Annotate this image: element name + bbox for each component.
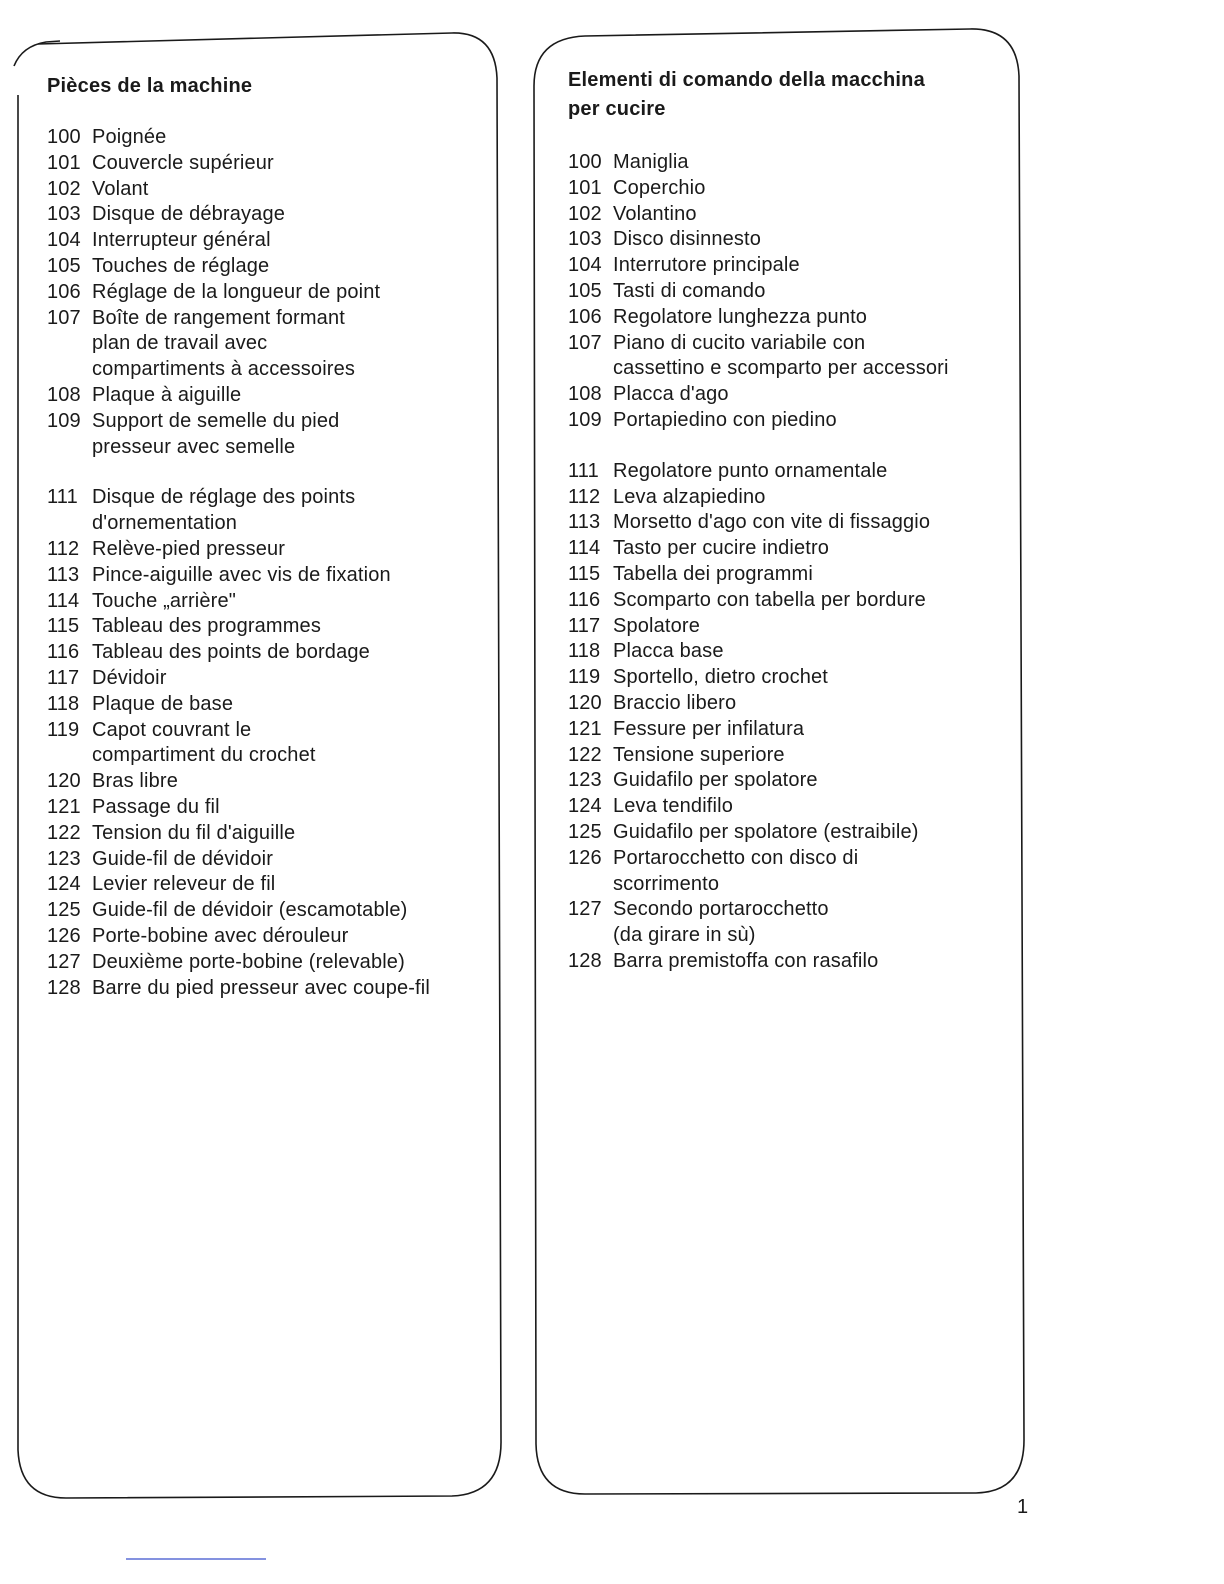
item-text bbox=[613, 691, 1008, 717]
item-number: 104 bbox=[47, 229, 81, 252]
item-text bbox=[92, 228, 487, 254]
french-title: Pièces de la machine bbox=[47, 75, 253, 97]
item-text bbox=[613, 743, 1008, 769]
item-text bbox=[613, 820, 1008, 846]
item-number: 101 bbox=[568, 176, 602, 199]
item-number: 103 bbox=[568, 228, 602, 251]
list-item bbox=[47, 872, 487, 898]
item-text bbox=[92, 614, 487, 640]
item-text bbox=[613, 202, 1008, 228]
item-text bbox=[613, 485, 1008, 511]
list-item bbox=[47, 589, 487, 615]
item-number: 124 bbox=[47, 873, 81, 896]
item-text-line: (da girare in sù) bbox=[613, 924, 756, 947]
list-item bbox=[568, 459, 1008, 485]
list-item bbox=[568, 305, 1008, 331]
item-number: 112 bbox=[47, 537, 80, 560]
list-item bbox=[47, 718, 487, 770]
item-text-line: Leva tendifilo bbox=[613, 795, 733, 818]
list-item bbox=[47, 847, 487, 873]
item-number: 128 bbox=[47, 976, 81, 999]
item-text bbox=[92, 692, 487, 718]
item-text bbox=[613, 588, 1008, 614]
list-item bbox=[568, 202, 1008, 228]
item-number: 128 bbox=[568, 949, 602, 972]
item-text bbox=[92, 666, 487, 692]
item-number: 127 bbox=[568, 898, 602, 921]
item-text-line: Piano di cucito variabile con bbox=[613, 331, 866, 354]
item-text-line: Deuxième porte-bobine (relevable) bbox=[92, 950, 405, 973]
item-text-line: Placca d'ago bbox=[613, 383, 729, 406]
list-item bbox=[47, 666, 487, 692]
item-text-line: Porte-bobine avec dérouleur bbox=[92, 924, 349, 947]
list-item bbox=[568, 794, 1008, 820]
item-text bbox=[92, 589, 487, 615]
left-panel-top-curve bbox=[14, 41, 60, 66]
item-text-line: Pince-aiguille avec vis de fixation bbox=[92, 563, 391, 586]
item-text-line: Secondo portarocchetto bbox=[613, 898, 829, 921]
item-number: 107 bbox=[568, 331, 602, 354]
item-text bbox=[613, 382, 1008, 408]
item-text-line: Capot couvrant le bbox=[92, 718, 252, 741]
item-text bbox=[613, 253, 1008, 279]
item-number: 116 bbox=[47, 641, 80, 664]
item-text bbox=[92, 177, 487, 203]
item-number: 111 bbox=[568, 459, 599, 482]
italian-items bbox=[568, 150, 1008, 975]
list-item bbox=[568, 536, 1008, 562]
french-parts-list bbox=[47, 72, 487, 1001]
list-item bbox=[47, 177, 487, 203]
list-item bbox=[47, 640, 487, 666]
list-item bbox=[47, 228, 487, 254]
list-item bbox=[568, 639, 1008, 665]
italian-title-line-2: per cucire bbox=[568, 98, 666, 120]
list-item bbox=[568, 665, 1008, 691]
item-text bbox=[613, 459, 1008, 485]
item-number: 109 bbox=[568, 408, 602, 431]
list-item bbox=[47, 614, 487, 640]
item-text bbox=[613, 227, 1008, 253]
list-item bbox=[568, 227, 1008, 253]
italian-parts-list bbox=[568, 66, 1008, 975]
list-item bbox=[568, 253, 1008, 279]
item-text bbox=[92, 306, 487, 383]
item-number: 109 bbox=[47, 409, 81, 432]
item-number: 101 bbox=[47, 151, 81, 174]
item-text bbox=[613, 614, 1008, 640]
item-number: 118 bbox=[47, 692, 80, 715]
item-text-line: Interrutore principale bbox=[613, 254, 800, 277]
item-number: 114 bbox=[568, 537, 601, 560]
item-text-line: Tension du fil d'aiguille bbox=[92, 821, 296, 844]
item-text-line: compartiments à accessoires bbox=[92, 358, 356, 381]
item-text bbox=[92, 795, 487, 821]
item-text-line: Guidafilo per spolatore (estraibile) bbox=[613, 820, 919, 843]
list-item bbox=[47, 125, 487, 151]
item-text-line: plan de travail avec bbox=[92, 332, 268, 355]
list-item bbox=[568, 176, 1008, 202]
item-number: 122 bbox=[568, 743, 602, 766]
list-item bbox=[568, 150, 1008, 176]
item-text-line: Levier releveur de fil bbox=[92, 873, 276, 896]
item-text-line: Regolatore punto ornamentale bbox=[613, 459, 888, 482]
item-text bbox=[613, 794, 1008, 820]
item-text bbox=[92, 821, 487, 847]
list-item bbox=[47, 976, 487, 1002]
item-number: 124 bbox=[568, 795, 602, 818]
list-item bbox=[568, 846, 1008, 898]
item-text-line: Disque de réglage des points bbox=[92, 486, 356, 509]
item-number: 117 bbox=[568, 614, 601, 637]
item-text-line: Dévidoir bbox=[92, 666, 167, 689]
item-text-line: Tableau des points de bordage bbox=[92, 641, 370, 664]
list-item bbox=[568, 279, 1008, 305]
list-item bbox=[47, 280, 487, 306]
item-number: 116 bbox=[568, 588, 601, 611]
list-item bbox=[568, 743, 1008, 769]
item-text bbox=[92, 383, 487, 409]
item-text bbox=[613, 665, 1008, 691]
item-number: 123 bbox=[47, 847, 81, 870]
list-item bbox=[47, 383, 487, 409]
item-number: 126 bbox=[568, 846, 602, 869]
item-number: 112 bbox=[568, 485, 601, 508]
item-text bbox=[92, 125, 487, 151]
item-text bbox=[92, 409, 487, 461]
list-item bbox=[568, 408, 1008, 434]
item-text bbox=[92, 847, 487, 873]
item-number: 102 bbox=[568, 202, 602, 225]
list-item bbox=[47, 537, 487, 563]
item-text-line: Portarocchetto con disco di bbox=[613, 846, 859, 869]
list-item bbox=[47, 563, 487, 589]
item-text-line: Couvercle supérieur bbox=[92, 151, 274, 174]
item-number: 106 bbox=[47, 280, 81, 303]
list-item bbox=[568, 562, 1008, 588]
item-text bbox=[613, 562, 1008, 588]
list-item bbox=[568, 949, 1008, 975]
item-number: 107 bbox=[47, 306, 81, 329]
item-number: 114 bbox=[47, 589, 80, 612]
item-number: 121 bbox=[568, 717, 602, 740]
list-item bbox=[47, 898, 487, 924]
item-number: 117 bbox=[47, 666, 80, 689]
list-item bbox=[568, 717, 1008, 743]
item-text-line: Guide-fil de dévidoir (escamotable) bbox=[92, 899, 408, 922]
item-text bbox=[613, 536, 1008, 562]
item-number: 105 bbox=[568, 279, 602, 302]
list-item bbox=[568, 614, 1008, 640]
list-item bbox=[47, 795, 487, 821]
item-text bbox=[613, 768, 1008, 794]
item-text-line: Passage du fil bbox=[92, 795, 220, 818]
item-text bbox=[92, 718, 487, 770]
item-text-line: Guidafilo per spolatore bbox=[613, 769, 818, 792]
item-text-line: Fessure per infilatura bbox=[613, 717, 805, 740]
item-text bbox=[613, 897, 1008, 949]
list-item bbox=[47, 692, 487, 718]
list-item bbox=[568, 588, 1008, 614]
item-number: 102 bbox=[47, 177, 81, 200]
item-text-line: Boîte de rangement formant bbox=[92, 306, 345, 329]
item-text bbox=[613, 717, 1008, 743]
french-items bbox=[47, 125, 487, 1001]
item-text-line: Plaque à aiguille bbox=[92, 383, 242, 406]
item-number: 127 bbox=[47, 950, 81, 973]
item-number: 119 bbox=[47, 718, 80, 741]
item-text bbox=[92, 872, 487, 898]
item-text bbox=[613, 279, 1008, 305]
item-text bbox=[613, 408, 1008, 434]
item-number: 100 bbox=[568, 151, 602, 173]
item-number: 108 bbox=[47, 383, 81, 406]
italian-title-line-1: Elementi di comando della macchina bbox=[568, 69, 925, 91]
item-number: 121 bbox=[47, 795, 81, 818]
item-number: 100 bbox=[47, 126, 81, 148]
item-text-line: Disque de débrayage bbox=[92, 203, 285, 226]
item-text-line: Interrupteur général bbox=[92, 229, 271, 252]
item-number: 113 bbox=[568, 511, 601, 534]
item-number: 115 bbox=[47, 615, 80, 638]
item-text bbox=[613, 510, 1008, 536]
item-text bbox=[613, 846, 1008, 898]
list-item bbox=[47, 409, 487, 461]
item-text-line: presseur avec semelle bbox=[92, 435, 296, 458]
list-item bbox=[47, 254, 487, 280]
item-text-line: Volantino bbox=[613, 202, 697, 225]
item-text-line: Tableau des programmes bbox=[92, 615, 321, 638]
item-number: 105 bbox=[47, 254, 81, 277]
item-text bbox=[613, 331, 1008, 383]
item-text bbox=[92, 950, 487, 976]
item-number: 120 bbox=[47, 770, 81, 793]
item-text bbox=[613, 949, 1008, 975]
item-text bbox=[92, 151, 487, 177]
list-item bbox=[568, 382, 1008, 408]
item-text-line: Regolatore lunghezza punto bbox=[613, 305, 868, 328]
item-text-line: Support de semelle du pied bbox=[92, 409, 340, 432]
page-number: 1 bbox=[1017, 1496, 1029, 1518]
item-text-line: cassettino e scomparto per accessori bbox=[613, 357, 949, 380]
item-number: 106 bbox=[568, 305, 602, 328]
item-text-line: Poignée bbox=[92, 126, 167, 148]
item-text bbox=[92, 898, 487, 924]
list-item bbox=[568, 768, 1008, 794]
item-text-line: Sportello, dietro crochet bbox=[613, 666, 828, 689]
item-text-line: Braccio libero bbox=[613, 691, 737, 714]
item-text-line: Guide-fil de dévidoir bbox=[92, 847, 274, 870]
list-item bbox=[47, 821, 487, 847]
item-text-line: Portapiedino con piedino bbox=[613, 408, 837, 431]
item-text bbox=[92, 640, 487, 666]
item-text-line: Barra premistoffa con rasafilo bbox=[613, 949, 879, 972]
item-text-line: scorrimento bbox=[613, 872, 720, 895]
item-number: 125 bbox=[47, 899, 81, 922]
item-text-line: compartiment du crochet bbox=[92, 744, 316, 767]
item-text-line: Réglage de la longueur de point bbox=[92, 280, 381, 303]
item-text-line: Bras libre bbox=[92, 770, 178, 793]
item-text bbox=[92, 924, 487, 950]
list-item bbox=[568, 485, 1008, 511]
item-text-line: Barre du pied presseur avec coupe-fil bbox=[92, 976, 430, 999]
item-text-line: Touches de réglage bbox=[92, 254, 270, 277]
item-text-line: Maniglia bbox=[613, 151, 689, 173]
list-item bbox=[568, 331, 1008, 383]
item-text bbox=[92, 537, 487, 563]
item-number: 108 bbox=[568, 383, 602, 406]
list-item bbox=[47, 924, 487, 950]
item-text bbox=[613, 150, 1008, 176]
item-text-line: Spolatore bbox=[613, 614, 700, 637]
item-text-line: Relève-pied presseur bbox=[92, 537, 286, 560]
item-text-line: d'ornementation bbox=[92, 512, 238, 535]
item-text-line: Volant bbox=[92, 177, 149, 200]
item-text bbox=[92, 976, 487, 1002]
item-number: 120 bbox=[568, 691, 602, 714]
item-text-line: Tabella dei programmi bbox=[613, 562, 813, 585]
item-number: 111 bbox=[47, 486, 78, 509]
item-number: 104 bbox=[568, 254, 602, 277]
item-number: 122 bbox=[47, 821, 81, 844]
item-text-line: Touche „arrière" bbox=[92, 589, 237, 612]
item-text bbox=[92, 563, 487, 589]
item-text bbox=[92, 254, 487, 280]
list-item bbox=[47, 306, 487, 383]
item-text bbox=[92, 280, 487, 306]
list-item bbox=[47, 151, 487, 177]
item-text bbox=[613, 639, 1008, 665]
item-text-line: Plaque de base bbox=[92, 692, 234, 715]
item-text-line: Tensione superiore bbox=[613, 743, 785, 766]
list-item bbox=[568, 691, 1008, 717]
item-text-line: Leva alzapiedino bbox=[613, 485, 766, 508]
list-item bbox=[568, 897, 1008, 949]
list-item bbox=[47, 769, 487, 795]
item-text-line: Disco disinnesto bbox=[613, 228, 762, 251]
item-text-line: Coperchio bbox=[613, 176, 706, 199]
item-number: 113 bbox=[47, 563, 80, 586]
item-text bbox=[613, 176, 1008, 202]
italian-title bbox=[568, 66, 1008, 124]
list-item bbox=[568, 820, 1008, 846]
list-item bbox=[47, 202, 487, 228]
item-number: 125 bbox=[568, 820, 602, 843]
item-text bbox=[92, 202, 487, 228]
item-number: 126 bbox=[47, 924, 81, 947]
item-text-line: Placca base bbox=[613, 640, 724, 663]
list-item bbox=[47, 485, 487, 537]
item-number: 119 bbox=[568, 666, 601, 689]
item-text-line: Scomparto con tabella per bordure bbox=[613, 588, 926, 611]
list-item bbox=[568, 510, 1008, 536]
list-item bbox=[47, 950, 487, 976]
item-text bbox=[613, 305, 1008, 331]
item-number: 103 bbox=[47, 203, 81, 226]
item-text bbox=[92, 485, 487, 537]
item-number: 123 bbox=[568, 769, 602, 792]
item-text-line: Tasti di comando bbox=[613, 279, 766, 302]
item-number: 118 bbox=[568, 640, 601, 663]
item-text-line: Tasto per cucire indietro bbox=[613, 537, 830, 560]
item-text-line: Morsetto d'ago con vite di fissaggio bbox=[613, 511, 931, 534]
item-text bbox=[92, 769, 487, 795]
item-number: 115 bbox=[568, 562, 601, 585]
